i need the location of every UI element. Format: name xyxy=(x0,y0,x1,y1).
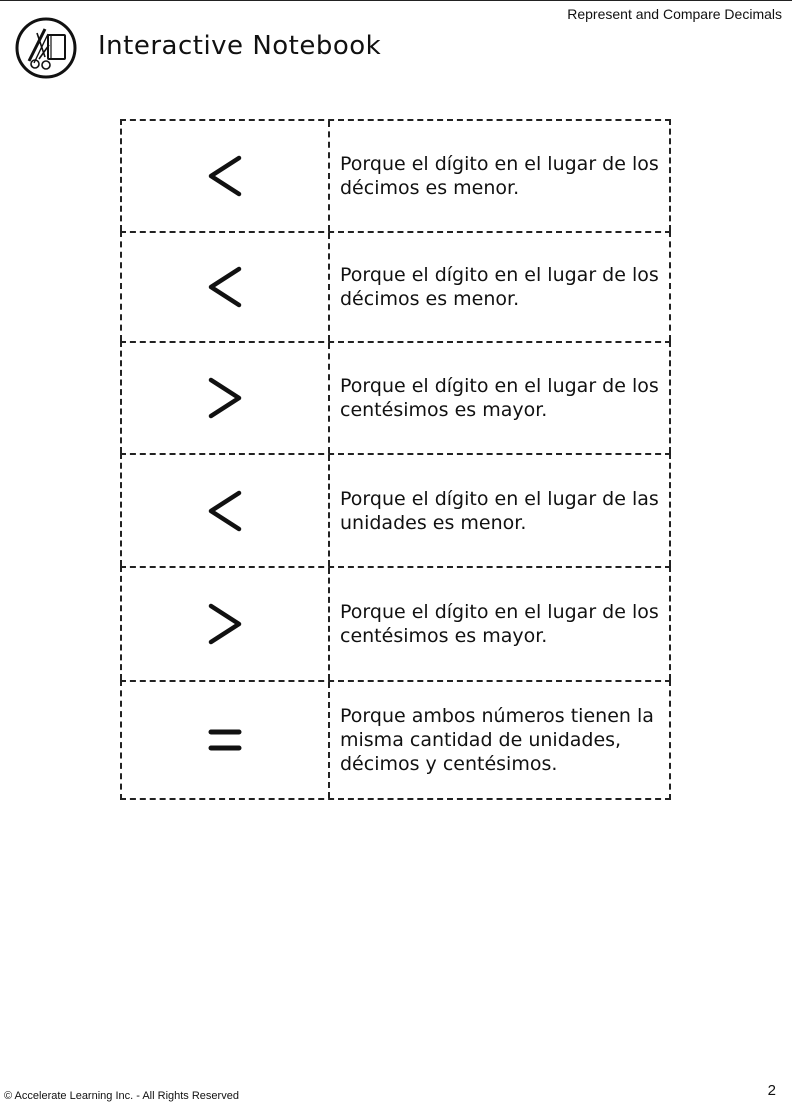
comparison-cards xyxy=(120,119,671,800)
card-row xyxy=(120,453,671,566)
less-than-icon xyxy=(205,265,245,309)
copyright-notice: © Accelerate Learning Inc. - All Rights Reserved xyxy=(4,1090,239,1102)
reason-text: Porque el dígito en el lugar de las unidades es menor. xyxy=(340,487,659,534)
symbol-cell xyxy=(122,233,330,341)
top-rule xyxy=(0,0,792,1)
card-row xyxy=(120,231,671,341)
symbol-cell xyxy=(122,455,330,566)
card-row xyxy=(120,680,671,800)
reason-text: Porque el dígito en el lugar de los décimos es menor. xyxy=(340,264,659,310)
notebook-title: Interactive Notebook xyxy=(98,31,382,61)
symbol-cell xyxy=(122,121,330,231)
less-than-icon xyxy=(205,154,245,198)
reason-text: Porque ambos números tienen la misma cantidad de unidades, décimos y centésimos. xyxy=(340,705,654,775)
header-topic: Represent and Compare Decimals xyxy=(567,6,782,22)
page-number: 2 xyxy=(767,1082,776,1099)
greater-than-icon xyxy=(205,602,245,646)
less-than-icon xyxy=(205,489,245,533)
symbol-cell xyxy=(122,568,330,680)
card-row xyxy=(120,119,671,231)
greater-than-icon xyxy=(205,376,245,420)
reason-text: Porque el dígito en el lugar de los décimos es menor. xyxy=(340,153,659,199)
reason-text: Porque el dígito en el lugar de los centésimos es mayor. xyxy=(340,375,659,421)
symbol-cell xyxy=(122,343,330,453)
notebook-supplies-logo-icon xyxy=(15,17,77,79)
symbol-cell xyxy=(122,682,330,798)
card-row xyxy=(120,341,671,453)
card-row xyxy=(120,566,671,680)
reason-text: Porque el dígito en el lugar de los centésimos es mayor. xyxy=(340,601,659,647)
equals-icon xyxy=(207,725,243,755)
